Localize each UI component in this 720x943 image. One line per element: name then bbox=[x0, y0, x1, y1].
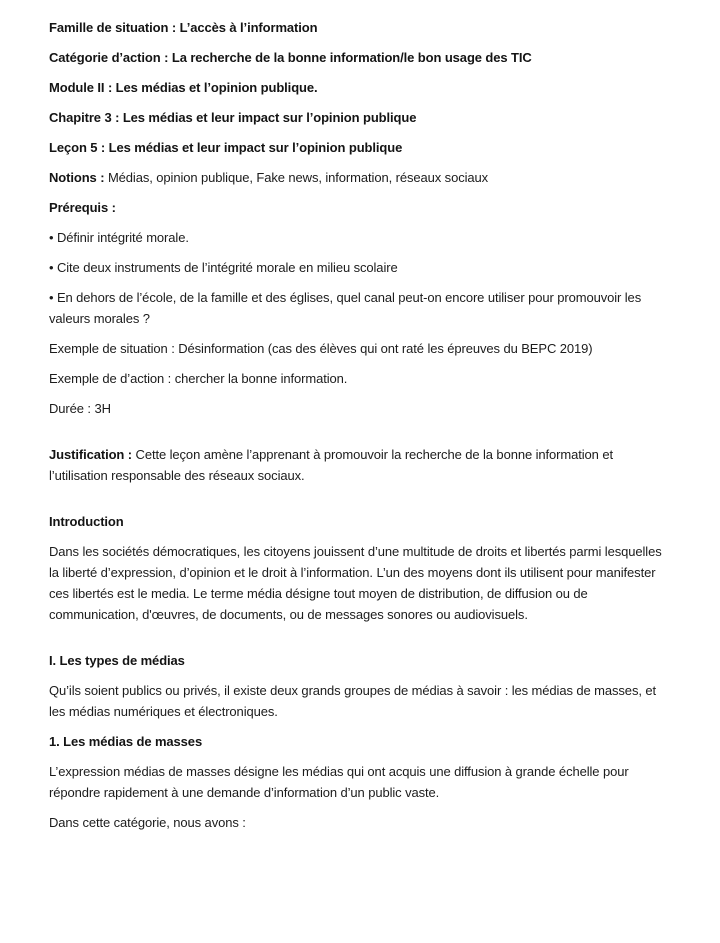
paragraph bbox=[49, 107, 667, 128]
paragraph-bold-text: Leçon 5 : Les médias et leur impact sur l’opinion publique bbox=[49, 140, 403, 155]
paragraph-text: Dans les sociétés démocratiques, les citoyens jouissent d’une multitude de droits et libertés parmi lesquelles la liberté d’expression, d’opinion et le droit à l’information. L’un des moyens dont ils utilisent pour manifester ces libertés est le media. Le terme média désigne tout moyen de distribution, de diffusion ou de communication, d'œuvres, de documents, ou de messages sonores ou audiovisuels. bbox=[49, 544, 662, 622]
paragraph-text: Exemple de situation : Désinformation (cas des élèves qui ont raté les épreuves du BEPC 2019) bbox=[49, 341, 593, 356]
paragraph-text: Médias, opinion publique, Fake news, information, réseaux sociaux bbox=[107, 170, 489, 185]
document-body bbox=[49, 17, 667, 833]
paragraph-text: Durée : 3H bbox=[49, 401, 111, 416]
paragraph-bold-text: Justification : bbox=[49, 447, 136, 462]
paragraph bbox=[49, 680, 667, 722]
paragraph-text: Cette leçon amène l’apprenant à promouvoir la recherche de la bonne information et l’utilisation responsable des réseaux sociaux. bbox=[49, 447, 613, 483]
paragraph-text: • Définir intégrité morale. bbox=[49, 230, 189, 245]
paragraph bbox=[49, 368, 667, 389]
paragraph bbox=[49, 17, 667, 38]
paragraph-text: L’expression médias de masses désigne les médias qui ont acquis une diffusion à grande échelle pour répondre rapidement à une demande d’information d’un public vaste. bbox=[49, 764, 629, 800]
paragraph-bold-text: Notions : bbox=[49, 170, 108, 185]
paragraph-bold-text: Chapitre 3 : Les médias et leur impact sur l’opinion publique bbox=[49, 110, 417, 125]
paragraph bbox=[49, 338, 667, 359]
paragraph bbox=[49, 77, 667, 98]
paragraph bbox=[49, 444, 667, 486]
paragraph bbox=[49, 731, 667, 752]
paragraph-bold-text: Famille de situation : L’accès à l’information bbox=[49, 20, 318, 35]
paragraph bbox=[49, 761, 667, 803]
paragraph-bold-text: I. Les types de médias bbox=[49, 653, 185, 668]
paragraph-bold-text: Catégorie d’action : La recherche de la bonne information/le bon usage des TIC bbox=[49, 50, 532, 65]
paragraph bbox=[49, 167, 667, 188]
paragraph-text: Qu’ils soient publics ou privés, il existe deux grands groupes de médias à savoir : les médias de masses, et les médias numériques et électroniques. bbox=[49, 683, 657, 719]
paragraph bbox=[49, 47, 667, 68]
paragraph bbox=[49, 650, 667, 671]
paragraph-text: Exemple de d’action : chercher la bonne information. bbox=[49, 371, 348, 386]
paragraph bbox=[49, 398, 667, 419]
paragraph bbox=[49, 287, 667, 329]
paragraph bbox=[49, 137, 667, 158]
paragraph bbox=[49, 812, 667, 833]
paragraph bbox=[49, 541, 667, 625]
paragraph bbox=[49, 511, 667, 532]
paragraph-bold-text: 1. Les médias de masses bbox=[49, 734, 203, 749]
paragraph-text: • Cite deux instruments de l’intégrité morale en milieu scolaire bbox=[49, 260, 398, 275]
paragraph bbox=[49, 257, 667, 278]
paragraph-bold-text: Prérequis : bbox=[49, 200, 116, 215]
paragraph-bold-text: Introduction bbox=[49, 514, 124, 529]
paragraph bbox=[49, 197, 667, 218]
paragraph-text: Dans cette catégorie, nous avons : bbox=[49, 815, 246, 830]
paragraph-bold-text: Module II : Les médias et l’opinion publique. bbox=[49, 80, 318, 95]
paragraph bbox=[49, 227, 667, 248]
paragraph-text: • En dehors de l’école, de la famille et des églises, quel canal peut-on encore utiliser pour promouvoir les valeurs morales ? bbox=[49, 290, 642, 326]
